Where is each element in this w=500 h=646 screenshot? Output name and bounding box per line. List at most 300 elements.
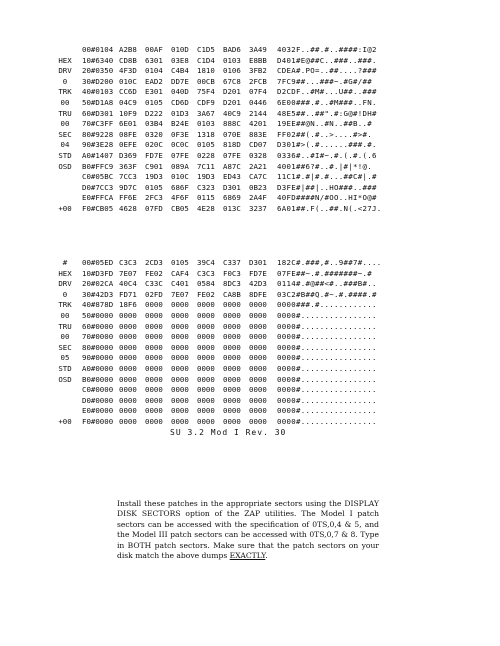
instructions-emphasis: EXACTLY [229, 551, 266, 561]
revision-footer: SU 3.2 Mod I Rev. 30 [170, 428, 287, 437]
hex-word: 0000 [223, 374, 241, 384]
hex-word: 0446 [249, 97, 267, 107]
dump-row [52, 87, 492, 98]
hex-word: 0000 [145, 416, 163, 426]
row-label [52, 45, 78, 56]
hex-word: 0000 [145, 342, 163, 352]
hex-word: 0000 [145, 321, 163, 331]
row-address: 60#0000 [82, 321, 114, 331]
dump-row [52, 269, 492, 280]
hex-word: 6301 [145, 55, 163, 65]
hex-word: 0000 [249, 353, 267, 363]
hex-word: 0000 [249, 385, 267, 395]
hex-word: 03E8 [171, 55, 189, 65]
hex-word: 0000 [249, 321, 267, 331]
row-label: TRU [58, 108, 72, 118]
hex-word: 0000 [145, 300, 163, 310]
hex-word: 0000 [223, 363, 241, 373]
ascii-column: D301#>(.#......###.#. [277, 140, 377, 150]
ascii-column: 0000#................ [277, 363, 377, 373]
hex-word: 02FD [145, 289, 163, 299]
hex-word: 4E28 [197, 203, 215, 213]
hex-word: C901 [145, 161, 163, 171]
row-label: HEX [58, 268, 72, 278]
hex-word: 0000 [223, 353, 241, 363]
row-address: 00#0104 [82, 45, 114, 54]
hex-word: 0000 [197, 385, 215, 395]
hex-word: 42D3 [249, 279, 267, 289]
row-label: HEX [58, 55, 72, 65]
hex-word: D301 [249, 258, 267, 267]
hex-word: 0000 [249, 342, 267, 352]
ascii-column: D401#E@##C..###..###. [277, 55, 377, 65]
dump-row [52, 77, 492, 88]
hex-word: 0000 [249, 310, 267, 320]
hex-word: ED43 [223, 172, 241, 182]
row-address: B0#FFC9 [82, 161, 114, 171]
hex-word: 2FC3 [145, 193, 163, 203]
row-address: C0#0000 [82, 385, 114, 395]
hex-word: CDF9 [197, 97, 215, 107]
ascii-column: 6A01##.F(..##.N(.<27J. [277, 203, 382, 213]
dump-row [52, 45, 492, 56]
row-label: TRK [58, 87, 72, 97]
hex-word: 40C9 [223, 108, 241, 118]
hex-word: 0000 [119, 353, 137, 363]
sector-dump-1 [52, 45, 492, 215]
hex-word: 0000 [119, 332, 137, 342]
hex-word: 6869 [223, 193, 241, 203]
row-label: +00 [58, 203, 72, 213]
hex-word: 3FB2 [249, 66, 267, 76]
row-label: 00 [60, 119, 70, 129]
row-label: 00 [60, 97, 70, 107]
hex-word: 2CD3 [145, 258, 163, 267]
dump-row [52, 66, 492, 77]
dump-row [52, 130, 492, 141]
dump-row [52, 162, 492, 173]
hex-word: 2FCB [249, 76, 267, 86]
hex-word: 0000 [249, 374, 267, 384]
hex-word: 19D3 [197, 172, 215, 182]
row-address: D0#7CC3 [82, 182, 114, 192]
hex-word: 0115 [197, 193, 215, 203]
hex-word: 4F6F [171, 193, 189, 203]
row-address: A0#0000 [82, 363, 114, 373]
ascii-column: 0000#................ [277, 353, 377, 363]
hex-word: B24E [171, 119, 189, 129]
ascii-column: 03C2#B##Q.#~.#.####.# [277, 289, 377, 299]
hex-word: C3C3 [197, 268, 215, 278]
row-address: 10#6340 [82, 55, 114, 65]
hex-word: 0C0C [171, 140, 189, 150]
row-address: 50#D1A8 [82, 97, 114, 107]
row-address: 50#0000 [82, 310, 114, 320]
dump-row [52, 385, 492, 396]
row-label: # [62, 258, 68, 267]
ascii-column: 40FD####N/#OO..HI*O@# [277, 193, 377, 203]
hex-word: 40C4 [119, 279, 137, 289]
hex-word: 0000 [249, 300, 267, 310]
hex-word: E8BB [249, 55, 267, 65]
dump-row [52, 406, 492, 417]
hex-word: 0000 [145, 374, 163, 384]
row-label: STD [58, 363, 72, 373]
hex-word: D201 [223, 97, 241, 107]
row-address: F0#CB05 [82, 203, 114, 213]
dump-row [52, 353, 492, 364]
dump-row [52, 98, 492, 109]
hex-word: 10F9 [119, 108, 137, 118]
row-label: 00 [60, 310, 70, 320]
hex-word: 7E07 [119, 268, 137, 278]
dump-row [52, 140, 492, 151]
hex-word: 8DFE [249, 289, 267, 299]
hex-word: CD07 [249, 140, 267, 150]
row-address: 80#9228 [82, 129, 114, 139]
hex-word: 2A21 [249, 161, 267, 171]
ascii-column: 0336#..#I#~.#.(.#.(.6 [277, 150, 377, 160]
dump-row [52, 109, 492, 120]
hex-word: 9D7C [119, 182, 137, 192]
ascii-column: 0000###.#............ [277, 300, 377, 310]
hex-word: 0000 [171, 406, 189, 416]
dump-row [52, 375, 492, 386]
row-address: 40#878D [82, 300, 114, 310]
hex-word: 67C8 [223, 76, 241, 86]
hex-word: CA7C [249, 172, 267, 182]
hex-word: 0000 [223, 395, 241, 405]
hex-word: BAD6 [223, 45, 241, 54]
hex-word: 0000 [197, 416, 215, 426]
ascii-column: 07FE##~.#.#######~.# [277, 268, 372, 278]
hex-word: 0000 [197, 342, 215, 352]
row-label [52, 172, 78, 183]
hex-word: CD6D [171, 97, 189, 107]
row-label: OSD [58, 161, 72, 171]
ascii-column: 7FC9##...###~.#G#/## [277, 76, 372, 86]
hex-word: 0000 [171, 353, 189, 363]
hex-word: FD7E [145, 150, 163, 160]
hex-word: 0584 [197, 279, 215, 289]
hex-word: 0000 [223, 416, 241, 426]
dump-row [52, 364, 492, 375]
hex-word: 0000 [197, 406, 215, 416]
dump-row [52, 396, 492, 407]
hex-word: 0000 [223, 321, 241, 331]
hex-word: 0000 [197, 300, 215, 310]
hex-word: 0105 [197, 140, 215, 150]
hex-word: FF6E [119, 193, 137, 203]
hex-word: 0000 [249, 363, 267, 373]
hex-word: 2144 [249, 108, 267, 118]
ascii-column: 0000#................ [277, 416, 377, 426]
ascii-column: 0000#................ [277, 406, 377, 416]
ascii-column: FF02##(.#..>....#>#. [277, 129, 372, 139]
hex-word: CA8B [223, 289, 241, 299]
hex-word: 0000 [145, 310, 163, 320]
hex-word: 00CB [197, 76, 215, 86]
row-address: 40#0103 [82, 87, 114, 97]
row-address: 90#3E28 [82, 140, 114, 150]
hex-word: CB05 [171, 203, 189, 213]
dump-row [52, 343, 492, 354]
ascii-column: 0000#................ [277, 395, 377, 405]
hex-word: 2A4F [249, 193, 267, 203]
hex-word: 0320 [145, 129, 163, 139]
hex-word: E301 [145, 87, 163, 97]
instructions-end: . [265, 551, 268, 561]
hex-word: 0000 [119, 342, 137, 352]
hex-word: 18F6 [119, 300, 137, 310]
row-label: 04 [60, 140, 70, 150]
hex-word: D369 [119, 150, 137, 160]
row-address: E0#0000 [82, 406, 114, 416]
hex-word: 0105 [171, 258, 189, 267]
hex-word: 0000 [171, 321, 189, 331]
hex-word: 03B4 [145, 119, 163, 129]
hex-word: 0000 [145, 363, 163, 373]
dump-row [52, 193, 492, 204]
dump-row [52, 311, 492, 322]
ascii-column: 0000#................ [277, 374, 377, 384]
row-address: 30#42D3 [82, 289, 114, 299]
hex-word: C4B4 [171, 66, 189, 76]
hex-word: 0000 [197, 374, 215, 384]
hex-word: 0000 [223, 342, 241, 352]
row-address: 60#D301 [82, 108, 114, 118]
hex-word: 1318 [197, 129, 215, 139]
row-address: 00#05ED [82, 258, 114, 267]
row-address: 90#0000 [82, 353, 114, 363]
hex-word: 0000 [197, 332, 215, 342]
hex-word: FD71 [119, 289, 137, 299]
hex-word: 4201 [249, 119, 267, 129]
hex-word: 0000 [223, 310, 241, 320]
row-address: 80#0000 [82, 342, 114, 352]
hex-word: 0000 [171, 374, 189, 384]
row-address: 70#0000 [82, 332, 114, 342]
hex-word: 3A67 [197, 108, 215, 118]
dump-row [52, 183, 492, 194]
ascii-column: 182C#.###,#..9##7#.... [277, 258, 382, 267]
hex-word: 0000 [119, 374, 137, 384]
hex-word: 0106 [223, 66, 241, 76]
hex-word: 0F3E [171, 129, 189, 139]
hex-word: 0104 [145, 66, 163, 76]
hex-word: FD7E [249, 268, 267, 278]
row-label [52, 183, 78, 194]
hex-word: 0000 [171, 363, 189, 373]
hex-word: 7CC3 [119, 172, 137, 182]
hex-word: 0000 [171, 310, 189, 320]
ascii-column: 0000#................ [277, 385, 377, 395]
hex-word: DD7E [171, 76, 189, 86]
dump-row [52, 119, 492, 130]
hex-word: 0000 [145, 406, 163, 416]
hex-word: 3237 [249, 203, 267, 213]
hex-word: 818D [223, 140, 241, 150]
hex-word: C337 [223, 258, 241, 267]
hex-word: 686F [171, 182, 189, 192]
row-label: 0 [62, 76, 68, 86]
hex-word: CD8B [119, 55, 137, 65]
hex-word: 0103 [223, 55, 241, 65]
dump-row [52, 417, 492, 428]
hex-word: 0000 [223, 385, 241, 395]
hex-word: CAF4 [171, 268, 189, 278]
row-address: E0#FFCA [82, 193, 114, 203]
hex-word: 0000 [171, 300, 189, 310]
hex-word: 013C [223, 203, 241, 213]
row-address: 70#C3FF [82, 119, 114, 129]
hex-word: 4F3D [119, 66, 137, 76]
row-address: F0#0000 [82, 416, 114, 426]
hex-word: C1D4 [197, 55, 215, 65]
dump-row [52, 322, 492, 333]
hex-word: 4628 [119, 203, 137, 213]
dump-row [52, 172, 492, 183]
hex-word: 39C4 [197, 258, 215, 267]
hex-word: C1D5 [197, 45, 215, 54]
row-address: D0#0000 [82, 395, 114, 405]
hex-word: 0EFE [119, 140, 137, 150]
ascii-column: 0114#.#@##<#..###B#.. [277, 279, 377, 289]
hex-word: 7E07 [171, 289, 189, 299]
ascii-column: 19EE##@N..#N..##B..# [277, 119, 372, 129]
ascii-column: D3FE#|##|..HO###..### [277, 182, 377, 192]
ascii-column: 11C1#.#|#.#...##C#|.# [277, 172, 377, 182]
hex-word: 00AF [145, 45, 163, 54]
hex-word: 0000 [119, 310, 137, 320]
row-label: 05 [60, 353, 70, 363]
hex-word: 8DC3 [223, 279, 241, 289]
row-address: B0#0000 [82, 374, 114, 384]
row-address: 10#D3FD [82, 268, 114, 278]
hex-word: 0000 [223, 332, 241, 342]
ascii-column: CDEA#.PO=..##....?### [277, 66, 377, 76]
hex-word: 1810 [197, 66, 215, 76]
hex-word: 07FD [145, 203, 163, 213]
hex-word: 0103 [197, 119, 215, 129]
hex-word: 75F4 [197, 87, 215, 97]
hex-word: C323 [197, 182, 215, 192]
hex-word: 0000 [223, 406, 241, 416]
hex-word: 6E01 [119, 119, 137, 129]
dump-row [52, 300, 492, 311]
ascii-column: D2CDF..#M#...U##..### [277, 87, 377, 97]
hex-word: 0000 [197, 363, 215, 373]
hex-word: D201 [223, 87, 241, 97]
hex-word: 07F4 [249, 87, 267, 97]
hex-word: 0000 [119, 406, 137, 416]
ascii-column: 0000#................ [277, 342, 377, 352]
hex-word: 0000 [119, 363, 137, 373]
hex-word: 0328 [249, 150, 267, 160]
ascii-column: 0000#................ [277, 310, 377, 320]
hex-word: 883E [249, 129, 267, 139]
hex-word: 0000 [119, 395, 137, 405]
hex-word: 0000 [171, 395, 189, 405]
hex-word: 0000 [197, 353, 215, 363]
hex-word: 0000 [145, 385, 163, 395]
hex-word: 7C11 [197, 161, 215, 171]
hex-word: 0000 [145, 332, 163, 342]
hex-word: 888C [223, 119, 241, 129]
hex-word: 07FE [171, 150, 189, 160]
hex-word: 04C9 [119, 97, 137, 107]
hex-word: 070E [223, 129, 241, 139]
row-address: C0#05BC [82, 172, 114, 182]
row-address: 20#0350 [82, 66, 114, 76]
hex-word: 0000 [197, 321, 215, 331]
hex-word: 0000 [249, 332, 267, 342]
hex-word: 040D [171, 87, 189, 97]
instructions-paragraph [117, 499, 379, 561]
dump-row [52, 290, 492, 301]
row-label: DRV [58, 279, 72, 289]
hex-word: 089A [171, 161, 189, 171]
hex-word: 0000 [171, 385, 189, 395]
ascii-column: 6E00###.#..#M###..FN. [277, 97, 377, 107]
hex-word: FE02 [145, 268, 163, 278]
row-label [52, 193, 78, 204]
ascii-column: 48E5##..##".#:G@#!DH# [277, 108, 377, 118]
hex-word: 0000 [145, 395, 163, 405]
hex-word: 020C [145, 140, 163, 150]
row-label: SEC [58, 342, 72, 352]
dump-row [52, 56, 492, 67]
hex-word: D301 [223, 182, 241, 192]
hex-word: 0000 [145, 353, 163, 363]
dump-row [52, 151, 492, 162]
hex-word: 0000 [249, 416, 267, 426]
dump-row [52, 204, 492, 215]
hex-word: 010D [171, 45, 189, 54]
row-label: SEC [58, 129, 72, 139]
row-address: 20#02CA [82, 279, 114, 289]
hex-word: 0228 [197, 150, 215, 160]
row-address: A0#1407 [82, 150, 114, 160]
hex-word: 0000 [171, 416, 189, 426]
ascii-column: 4032F..##.#..####:I@2 [277, 45, 377, 54]
dump-row [52, 332, 492, 343]
hex-word: 0B23 [249, 182, 267, 192]
row-label: OSD [58, 374, 72, 384]
hex-word: 0000 [249, 406, 267, 416]
hex-word: C401 [171, 279, 189, 289]
row-label [52, 406, 78, 417]
row-label: +00 [58, 416, 72, 426]
hex-word: 0000 [119, 385, 137, 395]
hex-word: 07FE [223, 150, 241, 160]
ascii-column: 4001##6?#..#.|#|*!@. [277, 161, 372, 171]
hex-word: 0000 [197, 310, 215, 320]
dump-row [52, 258, 492, 269]
hex-word: EAD2 [145, 76, 163, 86]
hex-word: 08FE [119, 129, 137, 139]
hex-word: CC6D [119, 87, 137, 97]
hex-word: 0105 [145, 182, 163, 192]
row-label: 00 [60, 332, 70, 342]
hex-word: C3C3 [119, 258, 137, 267]
hex-word: 0000 [119, 321, 137, 331]
hex-word: D222 [145, 108, 163, 118]
hex-word: 0105 [145, 97, 163, 107]
hex-word: 0000 [119, 416, 137, 426]
row-label: STD [58, 150, 72, 160]
hex-word: 010C [119, 76, 137, 86]
